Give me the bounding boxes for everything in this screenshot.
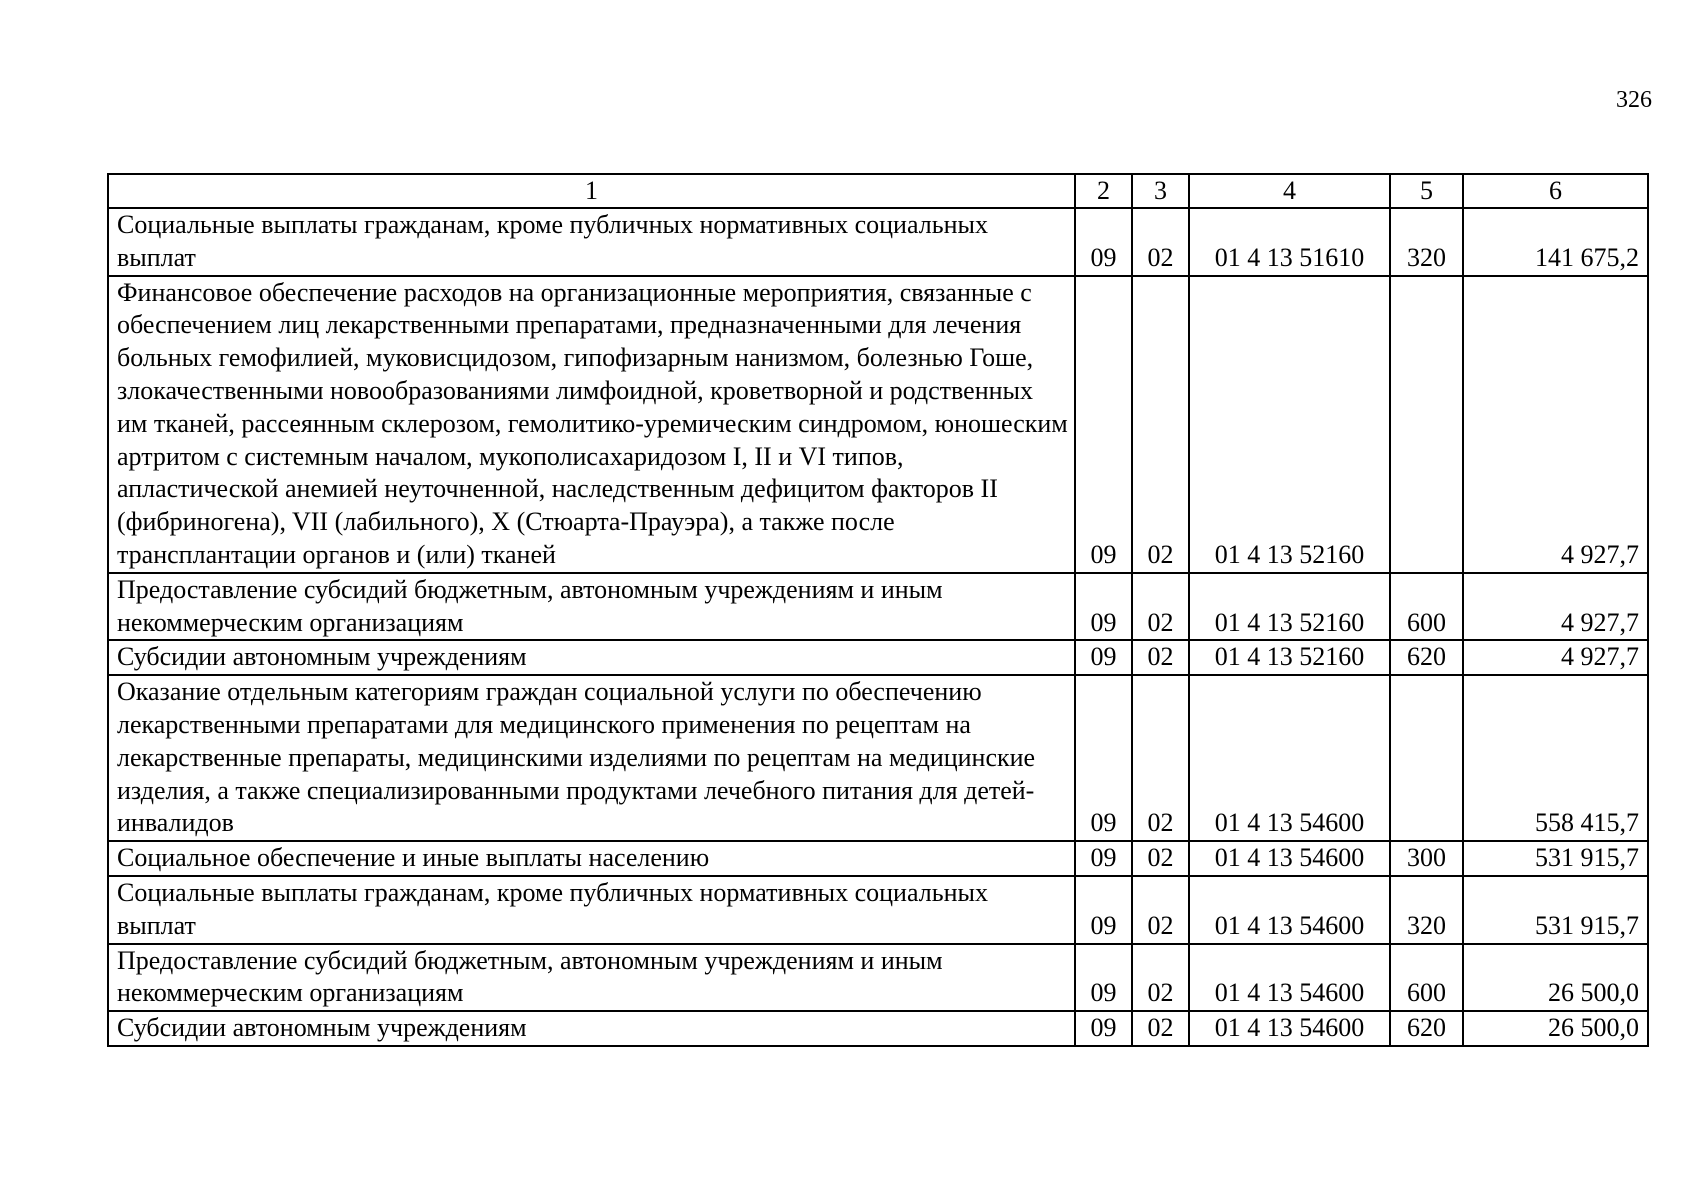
row-expense-type: 300: [1390, 841, 1463, 876]
row-subsection: 02: [1132, 675, 1189, 841]
row-section: 09: [1075, 573, 1132, 641]
row-name: Оказание отдельным категориям граждан социальной услуги по обеспечению лекарственными препаратами для медицинского применения по рецептам на лекарственные препараты, медицинскими изделиями по рецептам на медицинские изделия, а также специализированными продуктами лечебного питания для детей-инвалидов: [108, 675, 1075, 841]
row-amount: 4 927,7: [1463, 640, 1648, 675]
page-number: 326: [1616, 87, 1652, 113]
row-section: 09: [1075, 944, 1132, 1012]
row-expense-type: [1390, 276, 1463, 573]
table-row: [108, 944, 1648, 1012]
row-target-article: 01 4 13 54600: [1189, 876, 1390, 944]
column-header-expense-type: 5: [1390, 174, 1463, 208]
header-row: [108, 174, 1648, 208]
row-name: Предоставление субсидий бюджетным, автономным учреждениям и иным некоммерческим организациям: [108, 573, 1075, 641]
table-row: [108, 876, 1648, 944]
row-section: 09: [1075, 208, 1132, 276]
row-section: 09: [1075, 276, 1132, 573]
table-row: [108, 675, 1648, 841]
row-section: 09: [1075, 841, 1132, 876]
row-expense-type: 600: [1390, 573, 1463, 641]
row-target-article: 01 4 13 51610: [1189, 208, 1390, 276]
row-name: Предоставление субсидий бюджетным, автономным учреждениям и иным некоммерческим организациям: [108, 944, 1075, 1012]
column-header-subsection: 3: [1132, 174, 1189, 208]
table-row: [108, 573, 1648, 641]
row-subsection: 02: [1132, 573, 1189, 641]
column-header-amount: 6: [1463, 174, 1648, 208]
row-amount: 4 927,7: [1463, 276, 1648, 573]
row-section: 09: [1075, 640, 1132, 675]
row-target-article: 01 4 13 52160: [1189, 640, 1390, 675]
row-subsection: 02: [1132, 640, 1189, 675]
column-header-target-article: 4: [1189, 174, 1390, 208]
table-row: [108, 841, 1648, 876]
row-amount: 531 915,7: [1463, 841, 1648, 876]
row-name: Финансовое обеспечение расходов на организационные мероприятия, связанные с обеспечением лиц лекарственными препаратами, предназначенными для лечения больных гемофилией, муковисцидозом, гипофизарным нанизмом, болезнью Гоше, злокачественными новообразованиями лимфоидной, кроветворной и родственных им тканей, рассеянным склерозом, гемолитико-уремическим синдромом, юношеским артритом с системным началом, мукополисахаридозом I, II и VI типов, апластической анемией неуточненной, наследственным дефицитом факторов II (фибриногена), VII (лабильного), X (Стюарта-Прауэра), а также после трансплантации органов и (или) тканей: [108, 276, 1075, 573]
row-amount: 558 415,7: [1463, 675, 1648, 841]
row-expense-type: 620: [1390, 640, 1463, 675]
row-target-article: 01 4 13 54600: [1189, 841, 1390, 876]
row-target-article: 01 4 13 52160: [1189, 573, 1390, 641]
row-amount: 26 500,0: [1463, 944, 1648, 1012]
row-name: Социальные выплаты гражданам, кроме публичных нормативных социальных выплат: [108, 208, 1075, 276]
table-row: [108, 640, 1648, 675]
row-section: 09: [1075, 876, 1132, 944]
row-name: Социальные выплаты гражданам, кроме публичных нормативных социальных выплат: [108, 876, 1075, 944]
row-target-article: 01 4 13 54600: [1189, 675, 1390, 841]
row-amount: 4 927,7: [1463, 573, 1648, 641]
table-row: [108, 276, 1648, 573]
row-subsection: 02: [1132, 208, 1189, 276]
row-expense-type: 320: [1390, 208, 1463, 276]
row-amount: 531 915,7: [1463, 876, 1648, 944]
row-name: Субсидии автономным учреждениям: [108, 640, 1075, 675]
row-target-article: 01 4 13 54600: [1189, 1011, 1390, 1046]
table-row: [108, 1011, 1648, 1046]
row-amount: 26 500,0: [1463, 1011, 1648, 1046]
row-expense-type: 620: [1390, 1011, 1463, 1046]
row-subsection: 02: [1132, 276, 1189, 573]
table-row: [108, 208, 1648, 276]
budget-table: [107, 173, 1649, 1047]
column-header-name: 1: [108, 174, 1075, 208]
column-header-section: 2: [1075, 174, 1132, 208]
row-subsection: 02: [1132, 944, 1189, 1012]
row-subsection: 02: [1132, 1011, 1189, 1046]
row-target-article: 01 4 13 54600: [1189, 944, 1390, 1012]
row-target-article: 01 4 13 52160: [1189, 276, 1390, 573]
row-name: Социальное обеспечение и иные выплаты населению: [108, 841, 1075, 876]
row-section: 09: [1075, 675, 1132, 841]
row-expense-type: 320: [1390, 876, 1463, 944]
row-subsection: 02: [1132, 841, 1189, 876]
row-subsection: 02: [1132, 876, 1189, 944]
row-section: 09: [1075, 1011, 1132, 1046]
row-expense-type: [1390, 675, 1463, 841]
row-expense-type: 600: [1390, 944, 1463, 1012]
row-amount: 141 675,2: [1463, 208, 1648, 276]
row-name: Субсидии автономным учреждениям: [108, 1011, 1075, 1046]
